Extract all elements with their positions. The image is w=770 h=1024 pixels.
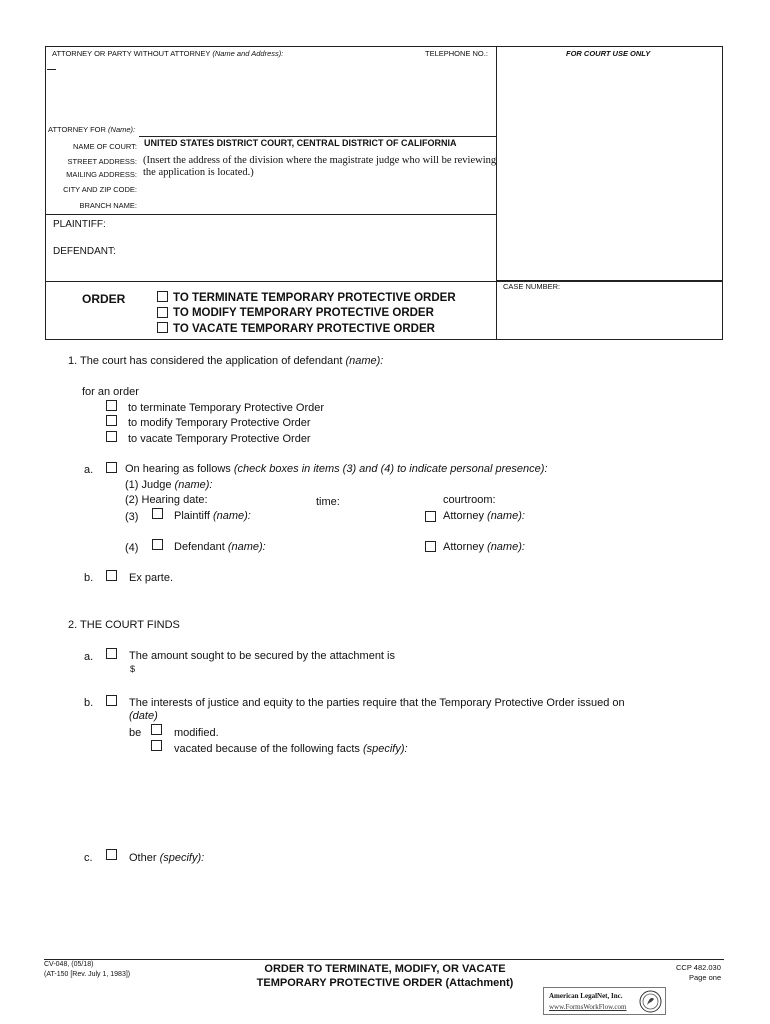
- plaintiff-attorney-italic: (name):: [487, 510, 525, 522]
- attorney-dash: [47, 69, 56, 70]
- terminate-label: to terminate Temporary Protective Order: [128, 402, 325, 414]
- item-2b-letter: b.: [84, 697, 94, 709]
- court-use-box: [496, 46, 723, 281]
- item-1a-letter: a.: [84, 464, 94, 476]
- vacated-checkbox[interactable]: [151, 740, 162, 751]
- form-number: CV-048, (05/18): [44, 961, 94, 968]
- plaintiff-present-checkbox[interactable]: [152, 508, 163, 519]
- hearing-date-label: (2) Hearing date:: [125, 494, 208, 506]
- item-1b-letter: b.: [84, 572, 94, 584]
- hearing-italic: (check boxes in items (3) and (4) to indicate personal presence):: [233, 463, 548, 475]
- plaintiff-name-label: [174, 510, 251, 522]
- item-3-label: (3): [125, 511, 139, 523]
- case-number-label: CASE NUMBER:: [503, 282, 561, 291]
- attorney-label-italic: (Name and Address):: [212, 49, 284, 58]
- court-use-label: FOR COURT USE ONLY: [566, 49, 651, 58]
- vacated-italic: (specify):: [362, 743, 408, 755]
- order-label: ORDER: [82, 292, 126, 306]
- mailing-address-label: MAILING ADDRESS:: [66, 170, 137, 179]
- terminate-checkbox[interactable]: [106, 400, 117, 411]
- interests-date-label: (date): [129, 710, 158, 722]
- modified-label: modified.: [174, 727, 219, 739]
- publisher-name: American LegalNet, Inc.: [549, 992, 623, 1000]
- name-of-court-value: UNITED STATES DISTRICT COURT, CENTRAL DISTRICT OF CALIFORNIA: [144, 138, 457, 148]
- ex-parte-label: Ex parte.: [129, 572, 174, 584]
- plaintiff-text: Plaintiff: [174, 510, 210, 522]
- vacate-checkbox[interactable]: [106, 431, 117, 442]
- defendant-label: DEFENDANT:: [53, 246, 116, 257]
- attorney-for-text: ATTORNEY FOR: [48, 125, 106, 134]
- item-4-label: (4): [125, 542, 139, 554]
- modified-checkbox[interactable]: [151, 724, 162, 735]
- dollar-sign: $: [130, 664, 136, 674]
- attorney-label-text: ATTORNEY OR PARTY WITHOUT ATTORNEY: [52, 49, 211, 58]
- page-number: Page one: [689, 973, 722, 982]
- hearing-text: On hearing as follows: [125, 463, 231, 475]
- defendant-attorney-italic: (name):: [487, 541, 525, 553]
- interests-label: The interests of justice and equity to the parties require that the Temporary Protective Order issued on: [129, 697, 625, 709]
- section1-intro: [68, 355, 383, 367]
- other-label: [129, 852, 204, 864]
- mailing-address-value: the application is located.): [143, 167, 254, 178]
- judge-text: (1) Judge: [125, 479, 172, 491]
- defendant-attorney-checkbox[interactable]: [425, 541, 436, 552]
- item-2c-letter: c.: [84, 852, 93, 864]
- vacated-label: [174, 743, 408, 755]
- other-text: Other: [129, 852, 157, 864]
- form-revision: (AT-150 [Rev. July 1, 1983]): [44, 971, 131, 978]
- defendant-name-label: [174, 541, 266, 553]
- courtroom-label: courtroom:: [443, 494, 496, 506]
- order-vacate-checkbox[interactable]: [157, 322, 168, 333]
- ex-parte-checkbox[interactable]: [106, 570, 117, 581]
- attorney-for-label: [48, 125, 135, 134]
- modify-label: to modify Temporary Protective Order: [128, 417, 311, 429]
- city-zip-label: CITY AND ZIP CODE:: [63, 185, 137, 194]
- interests-checkbox[interactable]: [106, 695, 117, 706]
- order-terminate-label: TO TERMINATE TEMPORARY PROTECTIVE ORDER: [173, 292, 456, 304]
- plaintiff-attorney-checkbox[interactable]: [425, 511, 436, 522]
- plaintiff-attorney-text: Attorney: [443, 510, 484, 522]
- ccp-citation: CCP 482.030: [676, 963, 721, 972]
- attorney-for-italic: (Name):: [108, 125, 136, 134]
- defendant-text: Defendant: [174, 541, 225, 553]
- amount-checkbox[interactable]: [106, 648, 117, 659]
- other-italic: (specify):: [159, 852, 205, 864]
- hearing-label: [125, 463, 548, 475]
- plaintiff-label: PLAINTIFF:: [53, 219, 106, 230]
- for-an-order: for an order: [82, 386, 139, 398]
- plaintiff-italic: (name):: [212, 510, 251, 522]
- defendant-italic: (name):: [227, 541, 266, 553]
- hearing-checkbox[interactable]: [106, 462, 117, 473]
- telephone-label: TELEPHONE NO.:: [425, 49, 488, 58]
- defendant-attorney-text: Attorney: [443, 541, 484, 553]
- section1-intro-text: 1. The court has considered the application of defendant: [68, 355, 343, 367]
- judge-italic: (name):: [174, 479, 213, 491]
- judge-label: [125, 479, 212, 491]
- street-address-label: STREET ADDRESS:: [67, 157, 137, 166]
- vacated-text: vacated because of the following facts: [174, 743, 360, 755]
- order-vacate-label: TO VACATE TEMPORARY PROTECTIVE ORDER: [173, 323, 435, 335]
- defendant-present-checkbox[interactable]: [152, 539, 163, 550]
- plaintiff-attorney-label: [443, 510, 525, 522]
- be-label: be: [129, 727, 142, 739]
- publisher-seal-icon: [639, 990, 662, 1013]
- order-modify-label: TO MODIFY TEMPORARY PROTECTIVE ORDER: [173, 307, 434, 319]
- vacate-label: to vacate Temporary Protective Order: [128, 433, 311, 445]
- form-title-line1: ORDER TO TERMINATE, MODIFY, OR VACATE: [264, 963, 506, 975]
- item-2a-letter: a.: [84, 651, 94, 663]
- form-title-line2: TEMPORARY PROTECTIVE ORDER (Attachment): [256, 977, 514, 989]
- footer-rule: [44, 959, 724, 960]
- court-finds-title: 2. THE COURT FINDS: [68, 619, 180, 631]
- section1-intro-italic: (name):: [345, 355, 384, 367]
- order-modify-checkbox[interactable]: [157, 307, 168, 318]
- amount-label: The amount sought to be secured by the attachment is: [129, 650, 395, 662]
- street-address-value: (Insert the address of the division where the magistrate judge who will be reviewing: [143, 155, 497, 166]
- time-label: time:: [316, 496, 340, 508]
- name-of-court-label: NAME OF COURT:: [72, 142, 137, 151]
- defendant-attorney-label: [443, 541, 525, 553]
- order-terminate-checkbox[interactable]: [157, 291, 168, 302]
- branch-name-label: BRANCH NAME:: [79, 201, 137, 210]
- other-checkbox[interactable]: [106, 849, 117, 860]
- court-divider: [139, 136, 496, 137]
- attorney-label: [52, 49, 283, 58]
- modify-checkbox[interactable]: [106, 415, 117, 426]
- publisher-url: www.FormsWorkFlow.com: [549, 1003, 627, 1011]
